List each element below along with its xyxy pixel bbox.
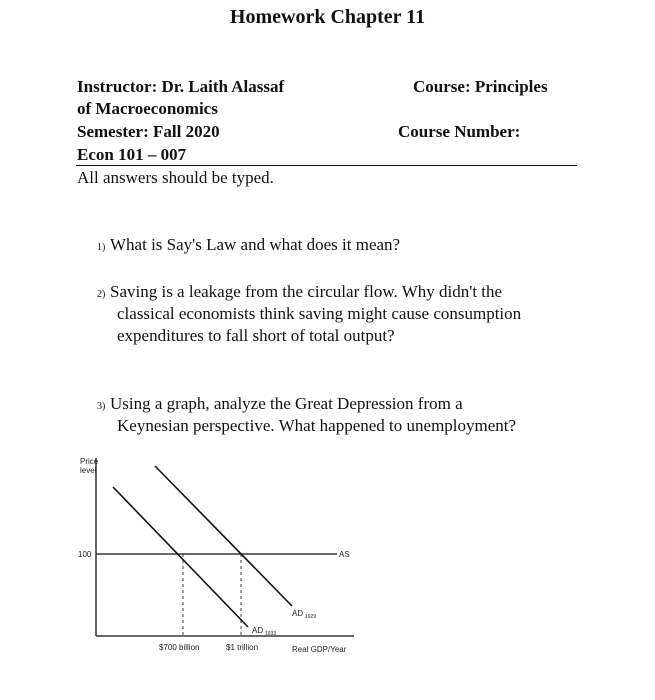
course-number-label: Course Number: — [398, 122, 521, 141]
question-number: 1) — [97, 242, 106, 253]
question-text-line: Using a graph, analyze the Great Depression from a — [110, 394, 463, 413]
header-divider — [76, 165, 577, 166]
ad-1929-label: AD — [292, 609, 304, 618]
as-label: AS — [339, 550, 350, 559]
ad-1929-curve — [155, 466, 292, 606]
question-text-line: classical economists think saving might cause consumption — [117, 304, 522, 323]
course-label: Course: Principles — [413, 77, 548, 96]
ad-1929-subscript: 1929 — [305, 614, 317, 620]
ad-1933-subscript: 1933 — [265, 631, 277, 637]
question-number: 2) — [97, 289, 106, 300]
y-axis-label: Price — [80, 457, 99, 466]
section-line: Econ 101 – 007 — [77, 145, 187, 164]
question-text-line: expenditures to fall short of total output? — [117, 326, 395, 345]
typed-answers-note: All answers should be typed. — [77, 168, 274, 187]
x-axis-label: Real GDP/Year — [292, 645, 347, 654]
semester-line: Semester: Fall 2020 — [77, 122, 220, 141]
instructor-line: Instructor: Dr. Laith Alassaf — [77, 77, 285, 96]
page-title: Homework Chapter 11 — [229, 6, 426, 28]
question-number: 3) — [97, 401, 106, 412]
question-1 — [97, 234, 400, 259]
question-text-line: Saving is a leakage from the circular flow. Why didn't the — [110, 282, 503, 301]
course-name-continued: of Macroeconomics — [77, 99, 218, 118]
x-tick-label: $700 billion — [159, 643, 200, 652]
question-text-line: What is Say's Law and what does it mean? — [110, 235, 401, 254]
ad-1933-curve — [113, 487, 248, 627]
y-axis-label: level — [80, 466, 97, 475]
x-tick-label: $1 trillion — [226, 643, 259, 652]
y-tick-label: 100 — [78, 550, 92, 559]
ad-1933-label: AD — [252, 626, 264, 635]
ad-as-diagram — [62, 452, 362, 662]
question-text-line: Keynesian perspective. What happened to unemployment? — [117, 416, 517, 435]
